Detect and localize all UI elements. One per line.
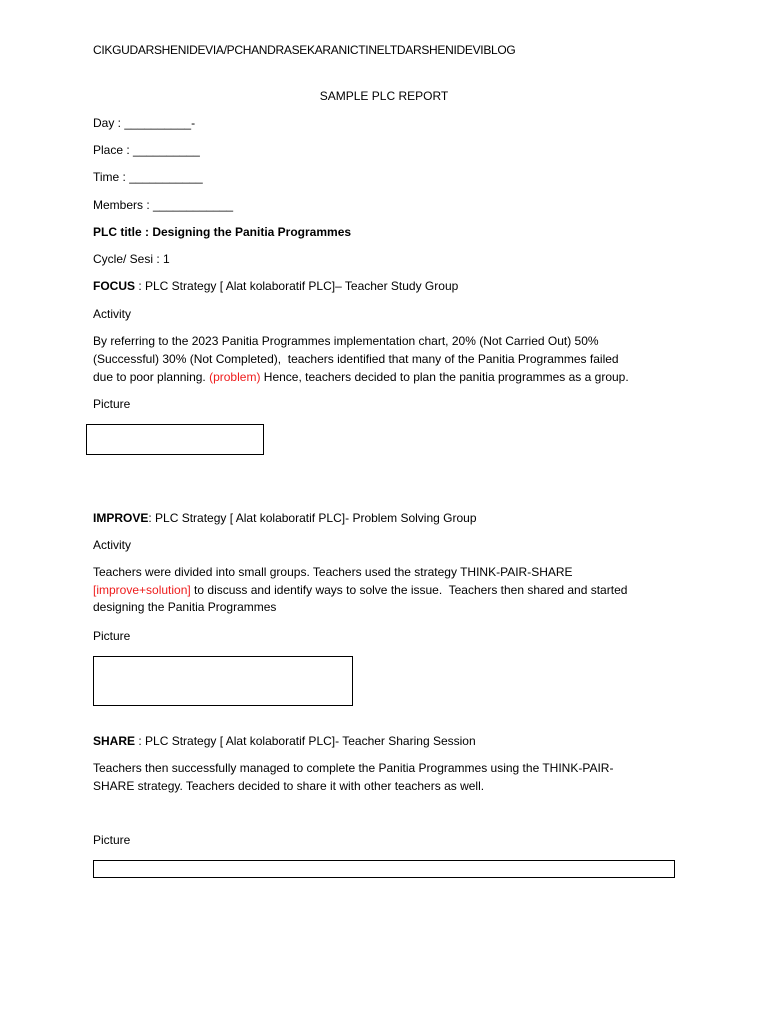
paragraph-line: designing the Panitia Programmes [93,600,277,614]
paragraph-line [93,368,693,386]
day-field: Day : __________- [93,116,196,130]
focus-heading [93,277,458,295]
focus-activity-heading: Activity [93,307,132,321]
report-title: SAMPLE PLC REPORT [319,89,449,103]
focus-picture-label: Picture [93,397,131,411]
paragraph-line: SHARE strategy. Teachers decided to share it with other teachers as well. [93,779,485,793]
focus-picture-frame [86,424,264,455]
members-field: Members : ____________ [93,198,234,212]
focus-strategy: : PLC Strategy [ Alat kolaboratif PLC]– Teacher Study Group [135,279,459,293]
share-heading [93,732,476,750]
focus-label: FOCUS [93,279,135,293]
share-strategy: : PLC Strategy [ Alat kolaboratif PLC]- Teacher Sharing Session [135,734,476,748]
paragraph-line: By referring to the 2023 Panitia Programmes implementation chart, 20% (Not Carried Out) 50% [93,334,599,348]
paragraph-line: Teachers were divided into small groups. Teachers used the strategy THINK-PAIR-SHARE [93,565,573,579]
improve-picture-label: Picture [93,629,131,643]
paragraph-text: to discuss and identify ways to solve the issue. Teachers then shared and started [190,582,628,597]
paragraph-line: Teachers then successfully managed to complete the Panitia Programmes using the THINK-PAIR- [93,761,614,775]
share-picture-label: Picture [93,833,131,847]
improve-heading [93,509,477,527]
improve-activity-paragraph [93,564,693,617]
paragraph-text: Hence, teachers decided to plan the panitia programmes as a group. [260,370,629,384]
improve-strategy: : PLC Strategy [ Alat kolaboratif PLC]- Problem Solving Group [148,511,477,525]
improve-activity-heading: Activity [93,538,132,552]
share-label: SHARE [93,734,136,748]
solution-highlight: [improve+solution] [93,582,191,597]
share-picture-frame [93,860,675,878]
improve-label: IMPROVE [93,511,149,525]
focus-activity-paragraph [93,332,693,386]
paragraph-text: due to poor planning. [93,370,210,384]
problem-highlight: (problem) [209,370,261,384]
share-paragraph [93,759,693,795]
plc-title: PLC title : Designing the Panitia Programmes [93,225,352,239]
time-field: Time : ___________ [93,170,203,184]
blog-header-line: CIKGUDARSHENIDEVIA/PCHANDRASEKARANICTINELTDARSHENIDEVIBLOG [93,43,516,57]
paragraph-line [93,582,693,600]
paragraph-line: (Successful) 30% (Not Completed), teachers identified that many of the Panitia Programmes failed [93,352,619,366]
cycle-session: Cycle/ Sesi : 1 [93,252,170,266]
improve-picture-frame [93,656,353,706]
place-field: Place : __________ [93,143,200,157]
